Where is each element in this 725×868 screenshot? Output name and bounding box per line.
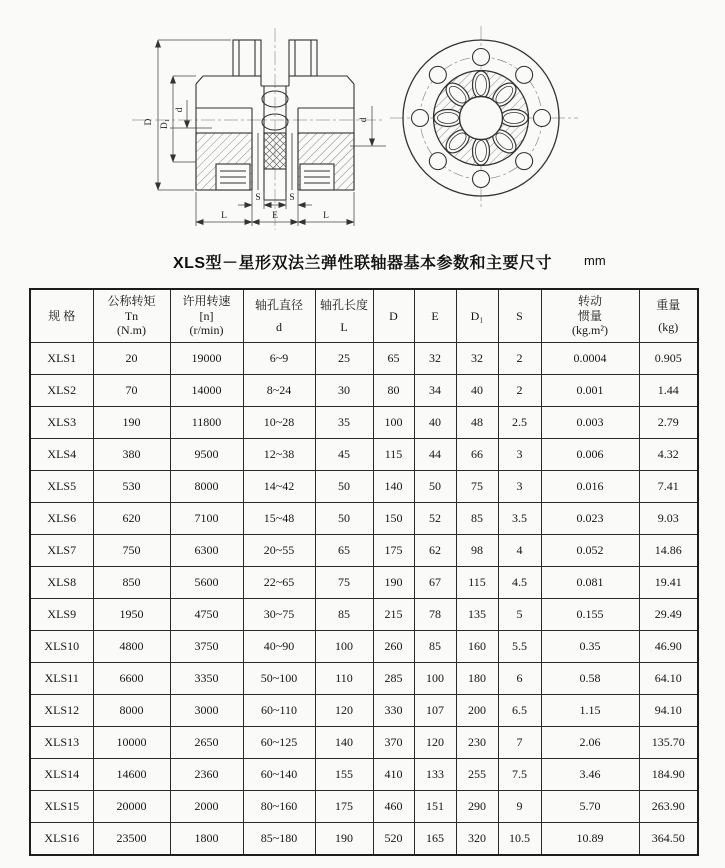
value-cell: 0.081 bbox=[541, 567, 639, 599]
value-cell: 9 bbox=[498, 791, 541, 823]
value-cell: 100 bbox=[315, 631, 373, 663]
value-cell: 78 bbox=[414, 599, 456, 631]
value-cell: 190 bbox=[315, 823, 373, 856]
value-cell: 5.70 bbox=[541, 791, 639, 823]
value-cell: 530 bbox=[93, 471, 170, 503]
value-cell: 15~48 bbox=[243, 503, 315, 535]
value-cell: 10.5 bbox=[498, 823, 541, 856]
table-row bbox=[30, 375, 698, 407]
value-cell: 0.003 bbox=[541, 407, 639, 439]
column-header-line: (kg) bbox=[658, 319, 679, 334]
column-header-lines bbox=[542, 290, 639, 342]
value-cell: 290 bbox=[456, 791, 498, 823]
spec-cell: XLS11 bbox=[30, 663, 93, 695]
value-cell: 85 bbox=[414, 631, 456, 663]
column-header-line: 重量 bbox=[656, 297, 681, 312]
value-cell: 107 bbox=[414, 695, 456, 727]
column-header-line: (N.m) bbox=[117, 323, 146, 338]
value-cell: 151 bbox=[414, 791, 456, 823]
column-header-line: 轴孔直径 bbox=[254, 297, 303, 312]
value-cell: 60~140 bbox=[243, 759, 315, 791]
value-cell: 80 bbox=[373, 375, 414, 407]
spec-cell: XLS15 bbox=[30, 791, 93, 823]
table-row bbox=[30, 599, 698, 631]
value-cell: 215 bbox=[373, 599, 414, 631]
value-cell: 0.052 bbox=[541, 535, 639, 567]
spec-cell: XLS3 bbox=[30, 407, 93, 439]
value-cell: 14600 bbox=[93, 759, 170, 791]
title-bar bbox=[0, 250, 725, 276]
value-cell: 2360 bbox=[170, 759, 243, 791]
value-cell: 32 bbox=[456, 343, 498, 375]
column-header-lines bbox=[499, 290, 541, 342]
value-cell: 1.15 bbox=[541, 695, 639, 727]
table-row bbox=[30, 471, 698, 503]
value-cell: 10~28 bbox=[243, 407, 315, 439]
value-cell: 180 bbox=[456, 663, 498, 695]
dim-label-bore-left: d bbox=[175, 107, 185, 113]
value-cell: 1.44 bbox=[639, 375, 698, 407]
table-row bbox=[30, 535, 698, 567]
table-row bbox=[30, 695, 698, 727]
table-row bbox=[30, 759, 698, 791]
value-cell: 2.79 bbox=[639, 407, 698, 439]
value-cell: 165 bbox=[414, 823, 456, 856]
column-header-lines bbox=[415, 290, 456, 342]
value-cell: 155 bbox=[315, 759, 373, 791]
column-header bbox=[30, 289, 93, 343]
value-cell: 60~110 bbox=[243, 695, 315, 727]
value-cell: 2 bbox=[498, 375, 541, 407]
value-cell: 6 bbox=[498, 663, 541, 695]
value-cell: 65 bbox=[315, 535, 373, 567]
value-cell: 7.41 bbox=[639, 471, 698, 503]
value-cell: 3.5 bbox=[498, 503, 541, 535]
value-cell: 2.5 bbox=[498, 407, 541, 439]
value-cell: 40~90 bbox=[243, 631, 315, 663]
value-cell: 2000 bbox=[170, 791, 243, 823]
value-cell: 5.5 bbox=[498, 631, 541, 663]
unit-label: mm bbox=[584, 253, 606, 268]
value-cell: 32 bbox=[414, 343, 456, 375]
column-header bbox=[170, 289, 243, 343]
value-cell: 0.905 bbox=[639, 343, 698, 375]
value-cell: 160 bbox=[456, 631, 498, 663]
value-cell: 150 bbox=[373, 503, 414, 535]
value-cell: 19.41 bbox=[639, 567, 698, 599]
column-header bbox=[93, 289, 170, 343]
column-header bbox=[414, 289, 456, 343]
value-cell: 1800 bbox=[170, 823, 243, 856]
column-header-lines bbox=[640, 290, 698, 342]
table-row bbox=[30, 631, 698, 663]
spec-cell: XLS7 bbox=[30, 535, 93, 567]
value-cell: 46.90 bbox=[639, 631, 698, 663]
value-cell: 98 bbox=[456, 535, 498, 567]
value-cell: 65 bbox=[373, 343, 414, 375]
value-cell: 34 bbox=[414, 375, 456, 407]
value-cell: 460 bbox=[373, 791, 414, 823]
table-row bbox=[30, 439, 698, 471]
value-cell: 9.03 bbox=[639, 503, 698, 535]
spec-cell: XLS2 bbox=[30, 375, 93, 407]
table-header-row bbox=[30, 289, 698, 343]
spec-cell: XLS14 bbox=[30, 759, 93, 791]
value-cell: 4.32 bbox=[639, 439, 698, 471]
dim-label-gap-right: S bbox=[289, 193, 295, 203]
table-row bbox=[30, 791, 698, 823]
value-cell: 23500 bbox=[93, 823, 170, 856]
value-cell: 30 bbox=[315, 375, 373, 407]
column-header-line: d bbox=[276, 319, 282, 334]
spec-cell: XLS13 bbox=[30, 727, 93, 759]
column-header-line: 转动 bbox=[577, 294, 602, 309]
table-row bbox=[30, 727, 698, 759]
spec-cell: XLS5 bbox=[30, 471, 93, 503]
value-cell: 3.46 bbox=[541, 759, 639, 791]
column-header bbox=[541, 289, 639, 343]
value-cell: 25 bbox=[315, 343, 373, 375]
value-cell: 50 bbox=[414, 471, 456, 503]
table-row bbox=[30, 407, 698, 439]
value-cell: 14000 bbox=[170, 375, 243, 407]
value-cell: 285 bbox=[373, 663, 414, 695]
value-cell: 94.10 bbox=[639, 695, 698, 727]
table-row bbox=[30, 343, 698, 375]
value-cell: 0.001 bbox=[541, 375, 639, 407]
table-row bbox=[30, 823, 698, 856]
dim-label-flange-diameter: D₁ bbox=[160, 118, 170, 130]
front-view bbox=[390, 26, 578, 210]
value-cell: 0.155 bbox=[541, 599, 639, 631]
column-header-lines bbox=[316, 290, 373, 342]
value-cell: 29.49 bbox=[639, 599, 698, 631]
value-cell: 62 bbox=[414, 535, 456, 567]
value-cell: 2.06 bbox=[541, 727, 639, 759]
value-cell: 380 bbox=[93, 439, 170, 471]
column-header-lines bbox=[374, 290, 414, 342]
table-row bbox=[30, 503, 698, 535]
value-cell: 260 bbox=[373, 631, 414, 663]
value-cell: 80~160 bbox=[243, 791, 315, 823]
value-cell: 190 bbox=[93, 407, 170, 439]
value-cell: 52 bbox=[414, 503, 456, 535]
value-cell: 184.90 bbox=[639, 759, 698, 791]
column-header bbox=[373, 289, 414, 343]
value-cell: 12~38 bbox=[243, 439, 315, 471]
dim-label-bore-right: d bbox=[359, 117, 369, 123]
column-header-line: 公称转矩 bbox=[107, 294, 156, 309]
table-body bbox=[30, 343, 698, 856]
value-cell: 200 bbox=[456, 695, 498, 727]
column-header bbox=[456, 289, 498, 343]
value-cell: 320 bbox=[456, 823, 498, 856]
value-cell: 66 bbox=[456, 439, 498, 471]
value-cell: 7 bbox=[498, 727, 541, 759]
value-cell: 120 bbox=[414, 727, 456, 759]
value-cell: 60~125 bbox=[243, 727, 315, 759]
column-header bbox=[639, 289, 698, 343]
value-cell: 175 bbox=[373, 535, 414, 567]
value-cell: 370 bbox=[373, 727, 414, 759]
value-cell: 175 bbox=[315, 791, 373, 823]
value-cell: 22~65 bbox=[243, 567, 315, 599]
value-cell: 100 bbox=[414, 663, 456, 695]
column-header-lines bbox=[171, 290, 243, 342]
center-bore-circle bbox=[460, 97, 503, 140]
value-cell: 110 bbox=[315, 663, 373, 695]
value-cell: 850 bbox=[93, 567, 170, 599]
value-cell: 75 bbox=[456, 471, 498, 503]
page-title: XLS型－星形双法兰弹性联轴器基本参数和主要尺寸 bbox=[172, 255, 553, 272]
value-cell: 5 bbox=[498, 599, 541, 631]
spec-cell: XLS16 bbox=[30, 823, 93, 856]
value-cell: 263.90 bbox=[639, 791, 698, 823]
value-cell: 115 bbox=[373, 439, 414, 471]
value-cell: 8000 bbox=[93, 695, 170, 727]
column-header-lines bbox=[31, 290, 93, 342]
value-cell: 3000 bbox=[170, 695, 243, 727]
value-cell: 48 bbox=[456, 407, 498, 439]
value-cell: 4.5 bbox=[498, 567, 541, 599]
column-header-line: L bbox=[340, 319, 348, 334]
value-cell: 2650 bbox=[170, 727, 243, 759]
value-cell: 100 bbox=[373, 407, 414, 439]
value-cell: 44 bbox=[414, 439, 456, 471]
value-cell: 75 bbox=[315, 567, 373, 599]
value-cell: 9500 bbox=[170, 439, 243, 471]
column-header-line: S bbox=[516, 308, 523, 323]
spec-cell: XLS4 bbox=[30, 439, 93, 471]
column-header-line: Tn bbox=[124, 308, 139, 323]
value-cell: 50 bbox=[315, 503, 373, 535]
value-cell: 19000 bbox=[170, 343, 243, 375]
value-cell: 140 bbox=[373, 471, 414, 503]
value-cell: 6~9 bbox=[243, 343, 315, 375]
value-cell: 0.35 bbox=[541, 631, 639, 663]
value-cell: 6300 bbox=[170, 535, 243, 567]
dim-label-outer-diameter: D bbox=[144, 118, 154, 126]
column-header-lines bbox=[94, 290, 170, 342]
value-cell: 1950 bbox=[93, 599, 170, 631]
value-cell: 4 bbox=[498, 535, 541, 567]
column-header-line: (kg.m²) bbox=[572, 323, 608, 338]
column-header-line: [n] bbox=[199, 308, 214, 323]
spec-cell: XLS8 bbox=[30, 567, 93, 599]
column-header bbox=[498, 289, 541, 343]
value-cell: 8~24 bbox=[243, 375, 315, 407]
value-cell: 0.016 bbox=[541, 471, 639, 503]
value-cell: 50~100 bbox=[243, 663, 315, 695]
value-cell: 70 bbox=[93, 375, 170, 407]
parameters-table bbox=[29, 288, 699, 856]
value-cell: 6600 bbox=[93, 663, 170, 695]
value-cell: 14~42 bbox=[243, 471, 315, 503]
value-cell: 20000 bbox=[93, 791, 170, 823]
value-cell: 140 bbox=[315, 727, 373, 759]
value-cell: 64.10 bbox=[639, 663, 698, 695]
value-cell: 6.5 bbox=[498, 695, 541, 727]
spec-cell: XLS9 bbox=[30, 599, 93, 631]
table-row bbox=[30, 663, 698, 695]
value-cell: 85 bbox=[315, 599, 373, 631]
value-cell: 20 bbox=[93, 343, 170, 375]
value-cell: 2 bbox=[498, 343, 541, 375]
value-cell: 135 bbox=[456, 599, 498, 631]
technical-drawing bbox=[0, 0, 725, 248]
value-cell: 4750 bbox=[170, 599, 243, 631]
value-cell: 115 bbox=[456, 567, 498, 599]
value-cell: 520 bbox=[373, 823, 414, 856]
value-cell: 85 bbox=[456, 503, 498, 535]
value-cell: 35 bbox=[315, 407, 373, 439]
column-header-line: E bbox=[431, 308, 439, 323]
value-cell: 750 bbox=[93, 535, 170, 567]
column-header-line: 惯量 bbox=[577, 308, 602, 323]
spec-cell: XLS10 bbox=[30, 631, 93, 663]
value-cell: 50 bbox=[315, 471, 373, 503]
dim-label-hub-length-right: L bbox=[323, 211, 329, 221]
dim-label-center-length: E bbox=[272, 211, 278, 221]
value-cell: 0.023 bbox=[541, 503, 639, 535]
value-cell: 85~180 bbox=[243, 823, 315, 856]
value-cell: 20~55 bbox=[243, 535, 315, 567]
value-cell: 120 bbox=[315, 695, 373, 727]
value-cell: 255 bbox=[456, 759, 498, 791]
dim-label-gap-left: S bbox=[255, 193, 261, 203]
value-cell: 45 bbox=[315, 439, 373, 471]
value-cell: 135.70 bbox=[639, 727, 698, 759]
value-cell: 364.50 bbox=[639, 823, 698, 856]
value-cell: 7100 bbox=[170, 503, 243, 535]
column-header-line: D₁ bbox=[470, 308, 484, 323]
column-header-lines bbox=[457, 290, 498, 342]
value-cell: 10000 bbox=[93, 727, 170, 759]
column-header bbox=[243, 289, 315, 343]
value-cell: 3 bbox=[498, 439, 541, 471]
value-cell: 10.89 bbox=[541, 823, 639, 856]
table-row bbox=[30, 567, 698, 599]
value-cell: 620 bbox=[93, 503, 170, 535]
value-cell: 5600 bbox=[170, 567, 243, 599]
column-header-line: D bbox=[389, 308, 398, 323]
value-cell: 133 bbox=[414, 759, 456, 791]
value-cell: 230 bbox=[456, 727, 498, 759]
spec-cell: XLS1 bbox=[30, 343, 93, 375]
value-cell: 40 bbox=[456, 375, 498, 407]
value-cell: 0.006 bbox=[541, 439, 639, 471]
value-cell: 11800 bbox=[170, 407, 243, 439]
value-cell: 190 bbox=[373, 567, 414, 599]
value-cell: 0.0004 bbox=[541, 343, 639, 375]
value-cell: 3350 bbox=[170, 663, 243, 695]
value-cell: 8000 bbox=[170, 471, 243, 503]
value-cell: 67 bbox=[414, 567, 456, 599]
spec-cell: XLS6 bbox=[30, 503, 93, 535]
value-cell: 3 bbox=[498, 471, 541, 503]
value-cell: 410 bbox=[373, 759, 414, 791]
column-header-line: 许用转速 bbox=[182, 294, 231, 309]
column-header-line: 规 格 bbox=[48, 308, 76, 323]
value-cell: 330 bbox=[373, 695, 414, 727]
column-header-lines bbox=[244, 290, 315, 342]
spec-cell: XLS12 bbox=[30, 695, 93, 727]
dim-label-hub-length-left: L bbox=[221, 211, 227, 221]
column-header-line: (r/min) bbox=[189, 323, 224, 338]
column-header bbox=[315, 289, 373, 343]
value-cell: 30~75 bbox=[243, 599, 315, 631]
value-cell: 3750 bbox=[170, 631, 243, 663]
value-cell: 7.5 bbox=[498, 759, 541, 791]
value-cell: 4800 bbox=[93, 631, 170, 663]
value-cell: 40 bbox=[414, 407, 456, 439]
value-cell: 14.86 bbox=[639, 535, 698, 567]
value-cell: 0.58 bbox=[541, 663, 639, 695]
column-header-line: 轴孔长度 bbox=[319, 297, 368, 312]
